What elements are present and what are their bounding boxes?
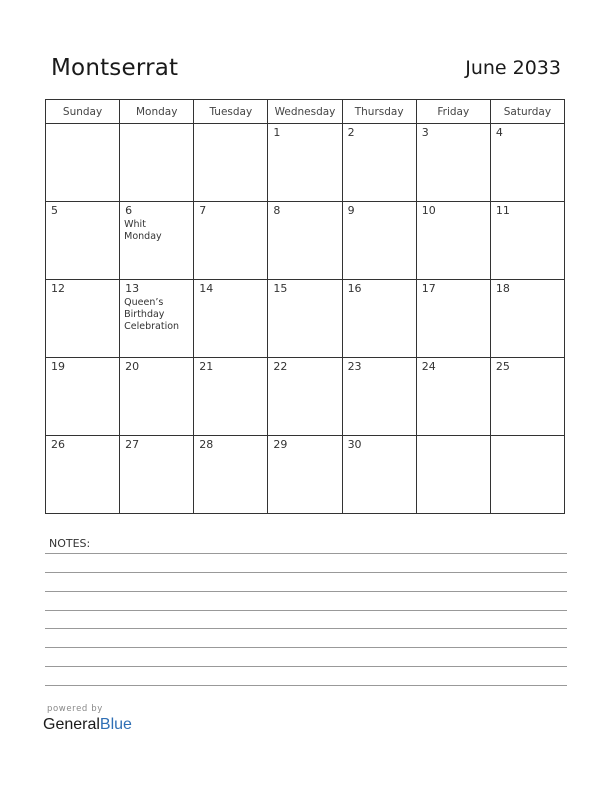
day-number: 7 [199, 204, 207, 217]
day-number: 1 [273, 126, 281, 139]
day-cell [194, 124, 268, 202]
holiday-label [124, 219, 191, 243]
day-number: 17 [421, 282, 436, 295]
weekday-sunday: Sunday [46, 100, 120, 124]
day-cell [194, 202, 268, 280]
day-cell [490, 202, 564, 280]
day-number: 11 [495, 204, 510, 217]
notes-label: NOTES: [49, 537, 91, 550]
notes-line [45, 553, 567, 554]
day-number: 21 [199, 360, 214, 373]
day-cell [416, 358, 490, 436]
day-number: 12 [51, 282, 65, 295]
day-number: 23 [347, 360, 362, 373]
day-cell [268, 124, 342, 202]
day-cell [490, 436, 564, 514]
day-cell [342, 436, 416, 514]
week-row [46, 124, 565, 202]
notes-line [45, 628, 567, 629]
holiday-label-line: Monday [124, 231, 162, 242]
week-row [46, 358, 565, 436]
weekday-wednesday: Wednesday [268, 100, 342, 124]
day-cell [46, 124, 120, 202]
month-year-title: June 2033 [465, 57, 561, 79]
notes-line [45, 666, 567, 667]
day-cell [46, 436, 120, 514]
day-number: 8 [273, 204, 281, 217]
day-number: 20 [125, 360, 140, 373]
brand-logo-general: General [43, 716, 100, 733]
day-number: 27 [125, 438, 140, 451]
day-number: 22 [273, 360, 288, 373]
brand-logo [43, 716, 132, 734]
day-cell [120, 280, 194, 358]
day-number: 3 [421, 126, 429, 139]
country-title: Montserrat [51, 55, 179, 81]
day-number: 18 [495, 282, 510, 295]
day-cell [268, 436, 342, 514]
holiday-label-line: Queen’s [124, 297, 164, 308]
week-row [46, 202, 565, 280]
day-cell [194, 436, 268, 514]
day-cell [120, 358, 194, 436]
day-number: 14 [199, 282, 214, 295]
day-cell [194, 280, 268, 358]
day-cell [416, 280, 490, 358]
day-number: 28 [199, 438, 214, 451]
day-number: 24 [421, 360, 436, 373]
notes-line [45, 610, 567, 611]
notes-line [45, 647, 567, 648]
day-cell [268, 358, 342, 436]
day-number: 19 [51, 360, 65, 373]
day-number: 5 [51, 204, 58, 217]
day-cell [120, 202, 194, 280]
day-cell [416, 202, 490, 280]
notes-line [45, 685, 567, 686]
day-cell [416, 124, 490, 202]
day-number: 6 [125, 204, 133, 217]
weekday-thursday: Thursday [342, 100, 416, 124]
weekday-friday: Friday [416, 100, 490, 124]
brand-logo-blue: Blue [99, 716, 132, 733]
holiday-label-line: Celebration [124, 321, 180, 332]
day-cell [268, 202, 342, 280]
day-cell [194, 358, 268, 436]
day-cell [46, 358, 120, 436]
holiday-label-line: Whit [124, 219, 146, 230]
day-cell [120, 124, 194, 202]
powered-by-text: powered by [47, 704, 103, 714]
calendar-grid [45, 99, 565, 514]
day-number: 26 [51, 438, 65, 451]
day-number: 4 [495, 126, 503, 139]
day-cell [46, 202, 120, 280]
day-number: 10 [421, 204, 436, 217]
holiday-label [124, 297, 191, 333]
day-number: 30 [347, 438, 362, 451]
notes-line [45, 591, 567, 592]
holiday-label-line: Birthday [124, 309, 165, 320]
weekday-header-row [46, 100, 565, 124]
day-number: 2 [347, 126, 355, 139]
day-cell [490, 280, 564, 358]
day-number: 9 [347, 204, 355, 217]
day-number: 29 [273, 438, 288, 451]
week-row [46, 280, 565, 358]
day-cell [342, 280, 416, 358]
day-cell [490, 124, 564, 202]
notes-line [45, 572, 567, 573]
day-cell [490, 358, 564, 436]
day-number: 15 [273, 282, 288, 295]
weekday-monday: Monday [120, 100, 194, 124]
day-cell [268, 280, 342, 358]
day-cell [46, 280, 120, 358]
weekday-saturday: Saturday [490, 100, 564, 124]
weekday-tuesday: Tuesday [194, 100, 268, 124]
day-number: 25 [495, 360, 510, 373]
calendar-body [46, 124, 565, 514]
day-cell [120, 436, 194, 514]
day-number: 16 [347, 282, 362, 295]
day-cell [342, 358, 416, 436]
day-cell [342, 202, 416, 280]
day-cell [342, 124, 416, 202]
day-cell [416, 436, 490, 514]
week-row [46, 436, 565, 514]
day-number: 13 [125, 282, 140, 295]
